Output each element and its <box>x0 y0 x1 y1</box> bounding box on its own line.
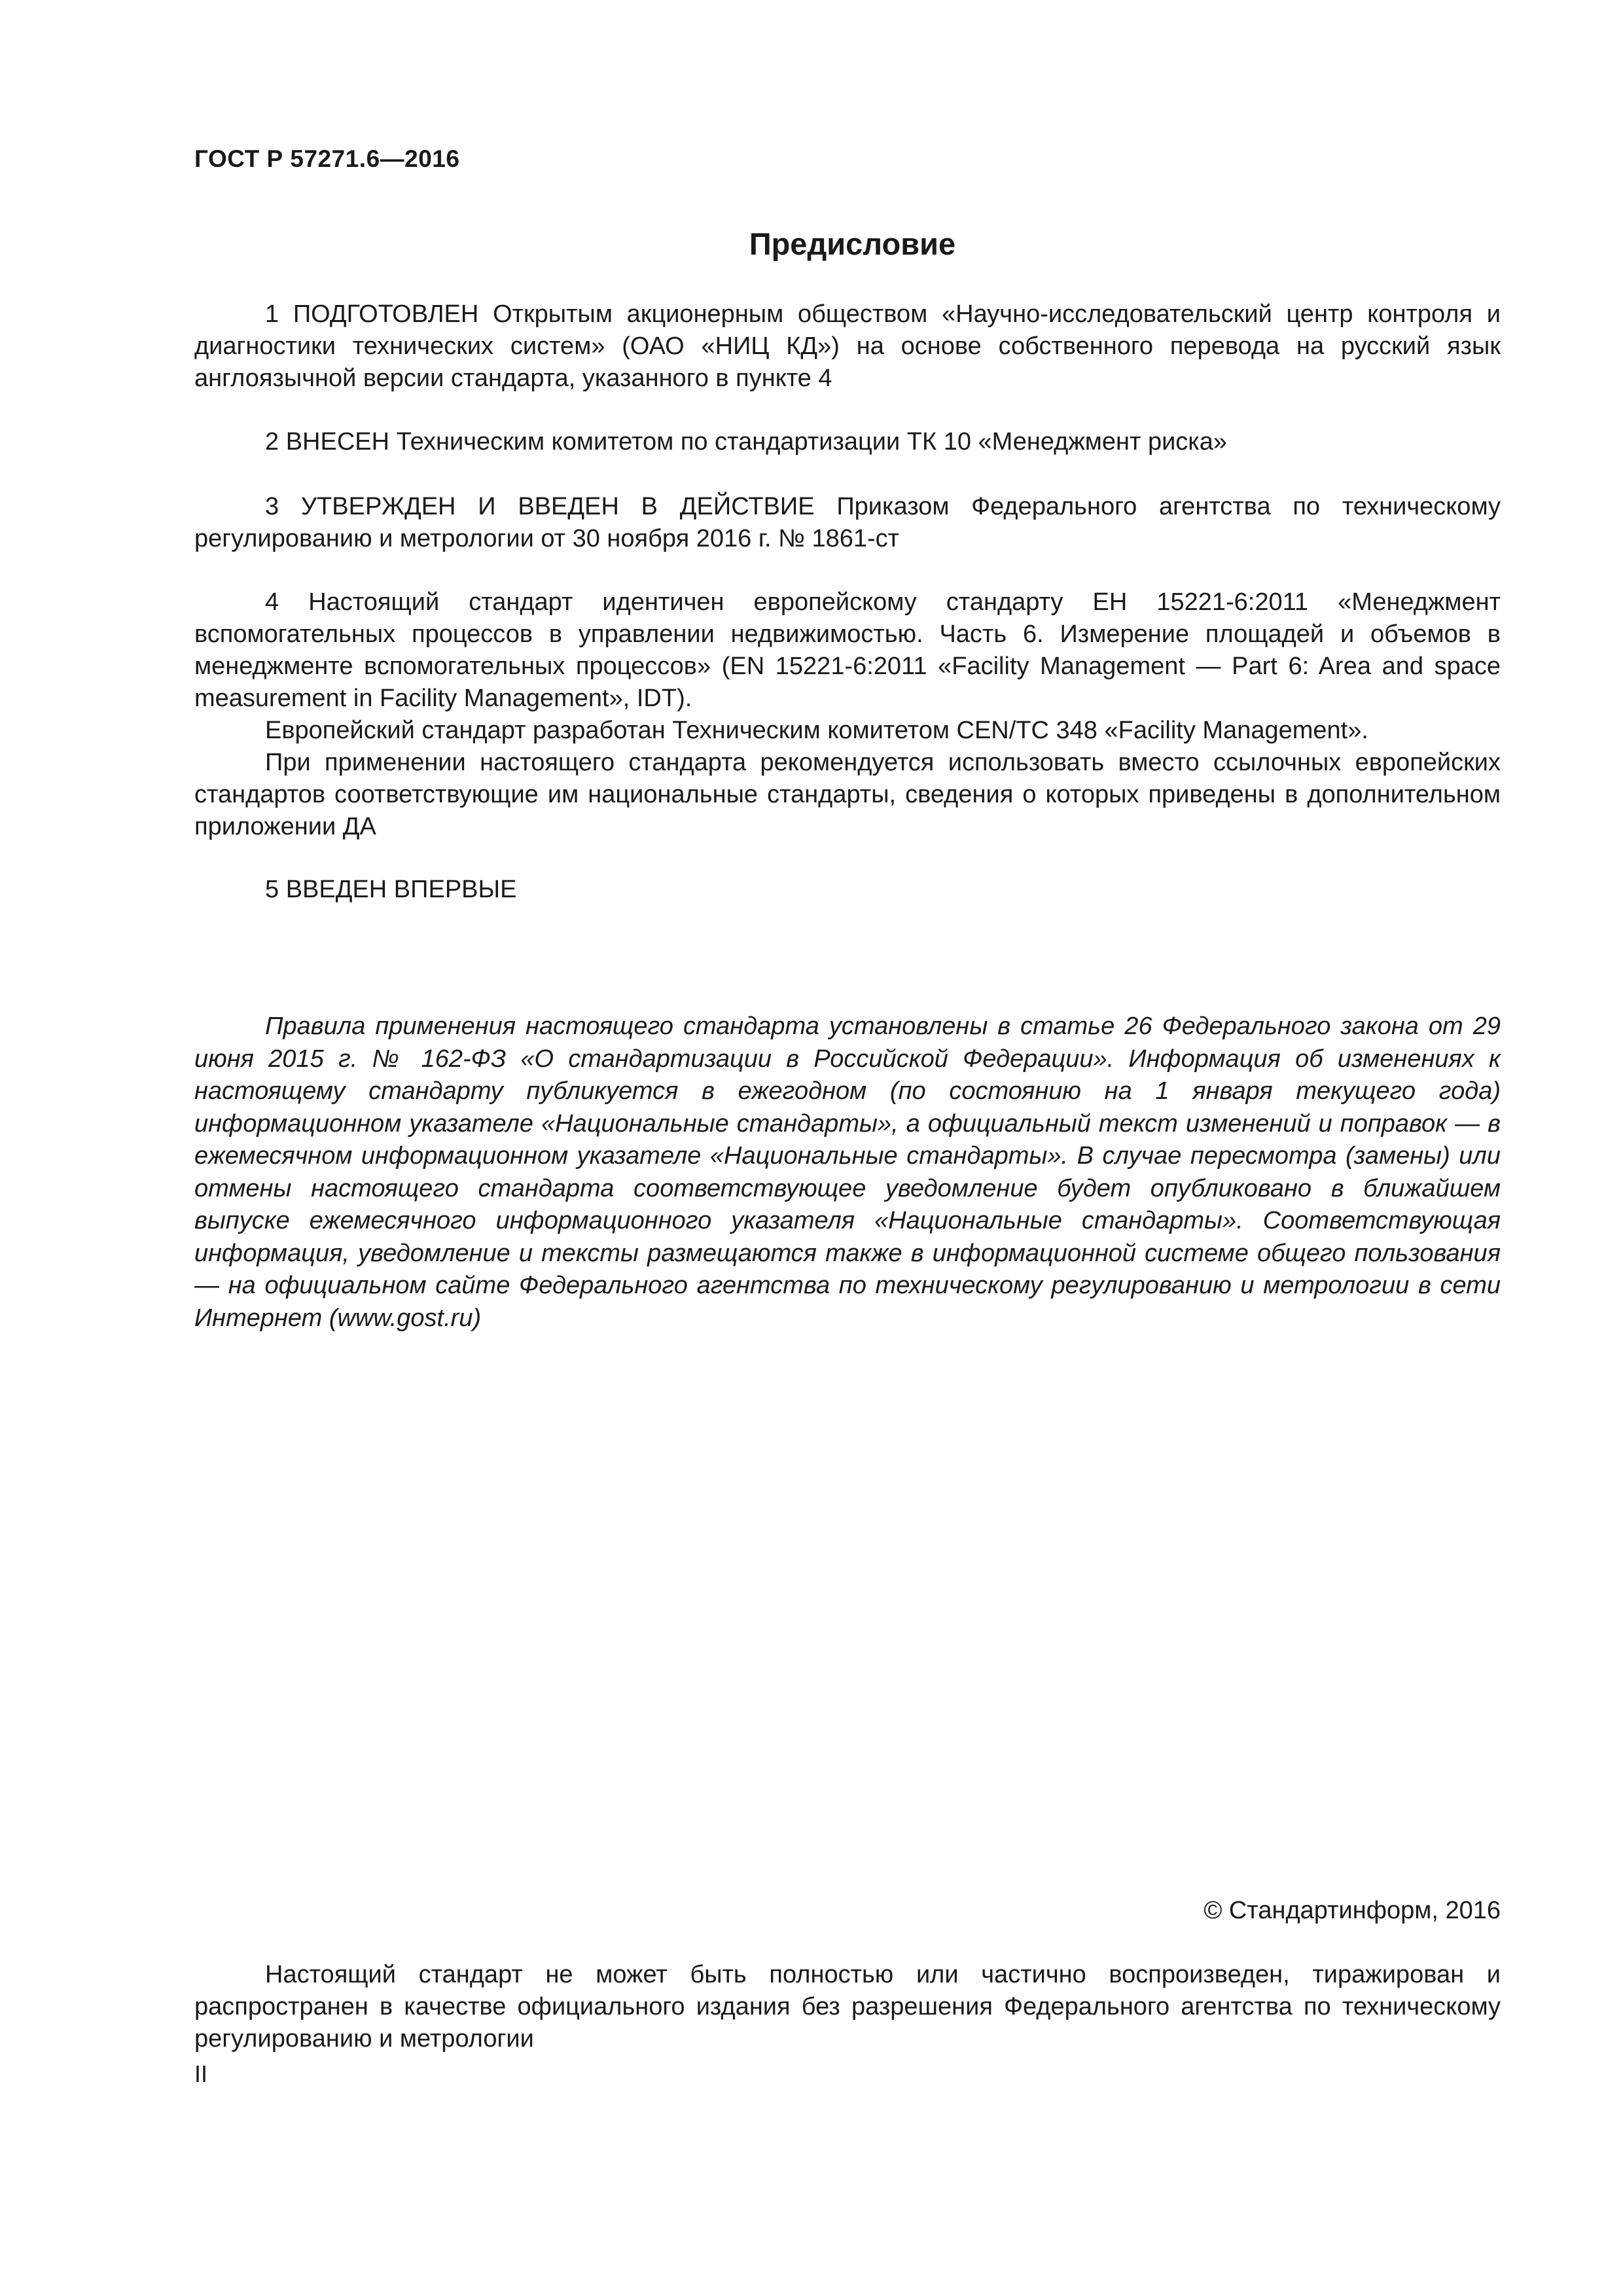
reproduction-notice <box>194 1959 1501 2055</box>
foreword-item-5-text: 5 ВВЕДЕН ВПЕРВЫЕ <box>265 876 517 903</box>
standard-code: ГОСТ Р 57271.6—2016 <box>194 145 460 172</box>
copyright-line: © Стандартинформ, 2016 <box>1204 1897 1501 1924</box>
application-rules-notice <box>194 1011 1501 1335</box>
page-title: Предисловие <box>749 226 956 261</box>
foreword-item-3 <box>194 491 1501 555</box>
foreword-item-2-text: 2 ВНЕСЕН Техническим комитетом по стандартизации ТК 10 «Менеджмент риска» <box>265 428 1228 456</box>
foreword-item-2 <box>194 426 1501 458</box>
application-rules-text: Правила применения настоящего стандарта установлены в статье 26 Федерального закона от 29 июня 2015 г. № 162-ФЗ «О стандартизации в Российской Федерации». Информация об изменениях к настоящему стандарту публикуется в ежегодном (по состоянию на 1 января текущего года) информационном указателе «Национальные стандарты», а официальный текст изменений и поправок — в ежемесячном информационном указателе «Национальные стандарты». В случае пересмотра (замены) или отмены настоящего стандарта соответствующее уведомление будет опубликовано в ближайшем выпуске ежемесячного информационного указателя «Национальные стандарты». Соответствующая информация, уведомление и тексты размещаются также в информационной системе общего пользования — на официальном сайте Федерального агентства по техническому регулированию и метрологии в сети Интернет (www.gost.ru) <box>194 1013 1501 1332</box>
foreword-item-1 <box>194 298 1501 395</box>
foreword-item-4-text-3: При применении настоящего стандарта рекомендуется использовать вместо ссылочных европейских стандартов соответствующие им национальные стандарты, сведения о которых приведены в дополнительном приложении ДА <box>194 749 1501 840</box>
foreword-item-4-text-2: Европейский стандарт разработан Техническим комитетом CEN/TC 348 «Facility Management». <box>265 717 1368 744</box>
foreword-item-4-text: 4 Настоящий стандарт идентичен европейскому стандарту ЕН 15221-6:2011 «Менеджмент вспомогательных процессов в управлении недвижимостью. Часть 6. Измерение площадей и объемов в менеджменте вспомогательных процессов» (EN 15221-6:2011 «Facility Management — Part 6: Area and space measurement in Facility Management», IDT). <box>194 588 1501 712</box>
foreword-item-3-text: 3 УТВЕРЖДЕН И ВВЕДЕН В ДЕЙСТВИЕ Приказом Федерального агентства по техническому регулированию и метрологии от 30 ноября 2016 г. № 1861-ст <box>194 493 1501 552</box>
page-number: II <box>194 2060 208 2087</box>
foreword-item-1-text: 1 ПОДГОТОВЛЕН Открытым акционерным обществом «Научно-исследовательский центр контроля и диагностики технических систем» (ОАО «НИЦ КД») на основе собственного перевода на русский язык англоязычной версии стандарта, указанного в пункте 4 <box>194 300 1501 392</box>
foreword-item-5 <box>194 874 1501 906</box>
reproduction-notice-text: Настоящий стандарт не может быть полностью или частично воспроизведен, тиражирован и распространен в качестве официального издания без разрешения Федерального агентства по техническому регулированию и метрологии <box>194 1961 1501 2053</box>
foreword-item-4 <box>194 586 1501 843</box>
